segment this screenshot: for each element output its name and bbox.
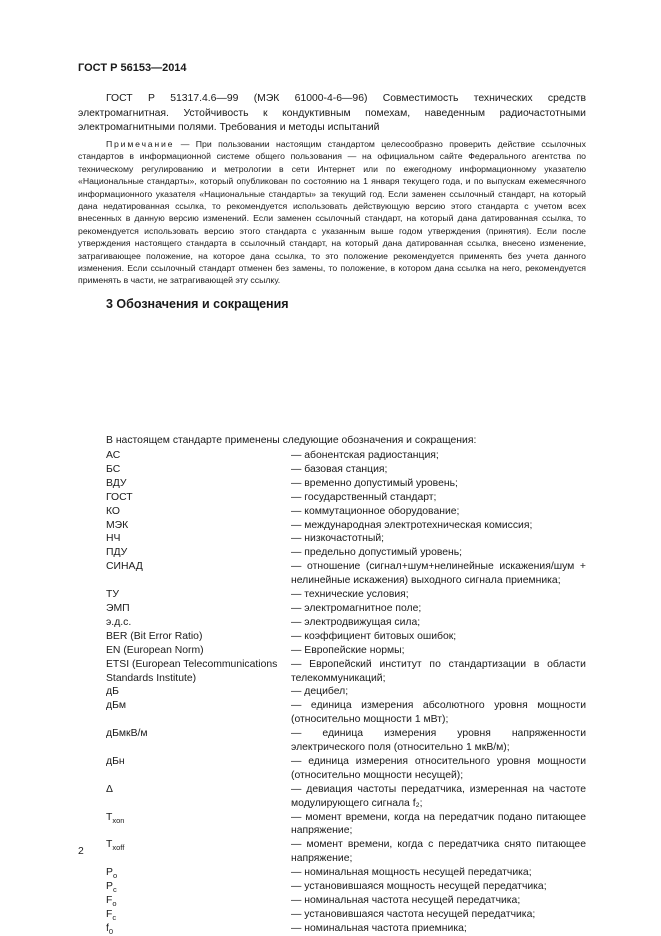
abbreviation-term-text: ПДУ — [106, 547, 128, 559]
abbreviation-definition: — установившаяся частота несущей передатчика; — [291, 908, 536, 920]
note-text: — При пользовании настоящим стандартом целесообразно проверить действие ссылочных стандартов в информационной системе общего пользования — на официальном сайте Федерального агентства по техническому регулированию и метрологии в сети Интернет или по ежегодному информационному указателю «Национальные стандарты», который опубликован по состоянию на 1 января текущего года, и по выпускам ежемесячного информационного указателя «Национальные стандарты» за текущий год. Если заменен ссылочный стандарт, на который дана недатированная ссылка, то рекомендуется использовать действующую версию этого стандарта с учетом всех внесенных в данную версию изменений. Если заменен ссылочный стандарт, на который дана датированная ссылка, то рекомендуется использовать версию этого стандарта с указанным выше годом утверждения (принятия). Если после утверждения настоящего стандарта в ссылочный стандарт, на который дана датированная ссылка, внесено изменение, затрагивающее положение, на которое дана ссылка, то это положение рекомендуется применять без учета данного изменения. Если ссылочный стандарт отменен без замены, то положение, в котором дана ссылка на него, рекомендуется применять в части, не затрагивающей эту ссылку. — [78, 139, 586, 286]
abbreviation-row — [106, 811, 586, 839]
abbreviation-term-text: F — [106, 908, 113, 920]
abbreviation-term — [106, 894, 291, 908]
abbreviation-term — [106, 658, 291, 686]
abbreviation-term-text: дБн — [106, 755, 125, 767]
abbreviation-term — [106, 477, 291, 491]
abbreviation-term-text: АС — [106, 450, 121, 461]
abbreviation-definition: — электродвижущая сила; — [291, 616, 421, 628]
abbreviation-term-subscript: 0 — [108, 926, 114, 936]
abbreviation-term-text: дБм — [106, 700, 127, 712]
abbreviation-term — [106, 811, 291, 839]
abbreviation-term — [106, 519, 291, 533]
abbreviation-row — [106, 922, 586, 936]
abbreviation-row — [106, 602, 586, 616]
abbreviation-term-subscript: o — [112, 899, 117, 908]
abbreviation-definition: — государственный стандарт; — [291, 491, 437, 503]
abbreviation-definition: — коммутационное оборудование; — [291, 505, 460, 517]
abbreviation-term — [106, 880, 291, 894]
abbreviation-term-text: EN (European Norm) — [106, 644, 204, 656]
abbreviation-term — [106, 727, 291, 755]
abbreviation-term — [106, 922, 291, 936]
abbreviation-term — [106, 546, 291, 560]
abbreviation-row — [106, 908, 586, 922]
abbreviation-row — [106, 783, 586, 811]
abbreviation-term-subscript: c — [112, 912, 117, 922]
abbreviation-definition: — единица измерения абсолютного уровня мощности (относительно мощности 1 мВт); — [291, 700, 586, 726]
abbreviation-term-text: СИНАД — [106, 561, 143, 573]
abbreviation-row — [106, 630, 586, 644]
abbreviation-term-subscript: c — [112, 885, 117, 895]
abbreviation-definition: — момент времени, когда с передатчика снято питающее напряжение; — [291, 839, 586, 865]
abbreviation-term-subscript: xoff — [112, 843, 125, 853]
abbreviation-term-text: f — [106, 922, 109, 934]
section-title: 3 Обозначения и сокращения — [106, 297, 289, 311]
abbreviation-row — [106, 532, 586, 546]
abbreviation-term-text: НЧ — [106, 533, 121, 545]
abbreviation-term-subscript: o — [112, 871, 118, 881]
abbreviation-term-text: F — [106, 895, 113, 906]
abbreviation-definition: — номинальная частота несущей передатчика; — [291, 895, 521, 906]
section-intro: В настоящем стандарте применены следующие обозначения и сокращения: — [106, 435, 477, 446]
abbreviation-term — [106, 491, 291, 505]
abbreviation-row — [106, 866, 586, 880]
abbreviation-definition: — Европейский институт по стандартизации в области телекоммуникаций; — [291, 658, 586, 684]
abbreviation-row — [106, 644, 586, 658]
abbreviation-term — [106, 532, 291, 546]
abbreviation-term — [106, 449, 291, 463]
abbreviation-row — [106, 699, 586, 727]
document-header: ГОСТ Р 56153—2014 — [78, 62, 187, 74]
abbreviation-definition: — отношение (сигнал+шум+нелинейные искажения/шум + нелинейные искажения) выходного сигнала приемника; — [291, 561, 586, 587]
abbreviation-term — [106, 866, 291, 880]
abbreviation-definition: — девиация частоты передатчика, измеренная на частоте модулирующего сигнала f₂; — [291, 783, 586, 809]
abbreviation-term — [106, 602, 291, 616]
abbreviation-definition: — номинальная частота приемника; — [291, 922, 467, 934]
abbreviation-term-text: дБ — [106, 686, 119, 698]
abbreviation-row — [106, 560, 586, 588]
abbreviation-row — [106, 519, 586, 533]
abbreviation-term-text: дБмкВ/м — [106, 728, 148, 740]
abbreviation-definition: — предельно допустимый уровень; — [291, 547, 463, 559]
abbreviation-definition: — коэффициент битовых ошибок; — [291, 630, 457, 642]
abbreviation-definition: — технические условия; — [291, 589, 409, 601]
abbreviation-term — [106, 908, 291, 922]
abbreviation-definition: — единица измерения относительного уровня мощности (относительно мощности несущей); — [291, 755, 586, 781]
abbreviation-definition: — момент времени, когда на передатчик подано питающее напряжение; — [291, 811, 586, 837]
abbreviation-term-text: T — [106, 811, 113, 823]
abbreviation-row — [106, 685, 586, 699]
abbreviation-term-text: ВДУ — [106, 477, 127, 489]
abbreviation-term — [106, 755, 291, 783]
abbreviation-term-text: БС — [106, 463, 121, 475]
abbreviation-definition: — базовая станция; — [291, 463, 388, 475]
abbreviation-row — [106, 727, 586, 755]
abbreviation-row — [106, 838, 586, 866]
abbreviation-term-text: КО — [106, 505, 121, 517]
abbreviation-term — [106, 783, 291, 811]
abbreviation-term — [106, 630, 291, 644]
abbreviation-list — [106, 449, 586, 936]
abbreviation-row — [106, 505, 586, 519]
abbreviation-term — [106, 685, 291, 699]
note-label: Примечание — [106, 139, 175, 149]
abbreviation-definition: — номинальная мощность несущей передатчика; — [291, 867, 532, 879]
abbreviation-row — [106, 491, 586, 505]
abbreviation-row — [106, 880, 586, 894]
abbreviation-definition: — электромагнитное поле; — [291, 602, 422, 614]
reference-paragraph: ГОСТ Р 51317.4.6—99 (МЭК 61000-4-6—96) Совместимость технических средств электромагнитная. Устойчивость к кондуктивным помехам, наведенным радиочастотными электромагнитными полями. Требования и методы испытаний — [78, 93, 586, 134]
abbreviation-definition: — Европейские нормы; — [291, 644, 405, 656]
abbreviation-definition: — абонентская радиостанция; — [291, 450, 439, 461]
abbreviation-term-text: Δ — [106, 783, 113, 795]
abbreviation-definition: — установившаяся мощность несущей передатчика; — [291, 881, 547, 893]
abbreviation-row — [106, 755, 586, 783]
abbreviation-term — [106, 616, 291, 630]
abbreviation-term — [106, 838, 291, 866]
abbreviation-term — [106, 463, 291, 477]
abbreviation-row — [106, 546, 586, 560]
abbreviation-row — [106, 477, 586, 491]
note-paragraph — [78, 138, 586, 287]
abbreviation-row — [106, 658, 586, 686]
abbreviation-row — [106, 616, 586, 630]
abbreviation-definition: — децибел; — [291, 686, 349, 698]
abbreviation-term-text: P — [106, 881, 113, 893]
abbreviation-row — [106, 449, 586, 463]
abbreviation-row — [106, 894, 586, 908]
abbreviation-term-text: T — [106, 839, 113, 851]
abbreviation-term-text: BER (Bit Error Ratio) — [106, 630, 203, 642]
abbreviation-definition: — единица измерения уровня напряженности электрического поля (относительно 1 мкВ/м); — [291, 728, 586, 754]
page-number: 2 — [78, 846, 84, 857]
abbreviation-row — [106, 588, 586, 602]
abbreviation-term-text: ETSI (European Telecommunications Standards Institute) — [106, 658, 278, 684]
abbreviation-term-text: МЭК — [106, 519, 129, 531]
abbreviation-term — [106, 505, 291, 519]
abbreviation-term-subscript: xon — [112, 815, 125, 825]
abbreviation-term-text: ТУ — [106, 589, 119, 601]
abbreviation-definition: — международная электротехническая комиссия; — [291, 519, 533, 531]
abbreviation-term — [106, 644, 291, 658]
abbreviation-term-text: P — [106, 867, 113, 879]
abbreviation-definition: — временно допустимый уровень; — [291, 477, 458, 489]
abbreviation-row — [106, 463, 586, 477]
abbreviation-term — [106, 588, 291, 602]
abbreviation-term — [106, 560, 291, 588]
abbreviation-definition: — низкочастотный; — [291, 533, 385, 545]
abbreviation-term — [106, 699, 291, 727]
abbreviation-term-text: ГОСТ — [106, 491, 133, 503]
abbreviation-term-text: э.д.с. — [106, 616, 132, 628]
abbreviation-term-text: ЭМП — [106, 602, 130, 614]
